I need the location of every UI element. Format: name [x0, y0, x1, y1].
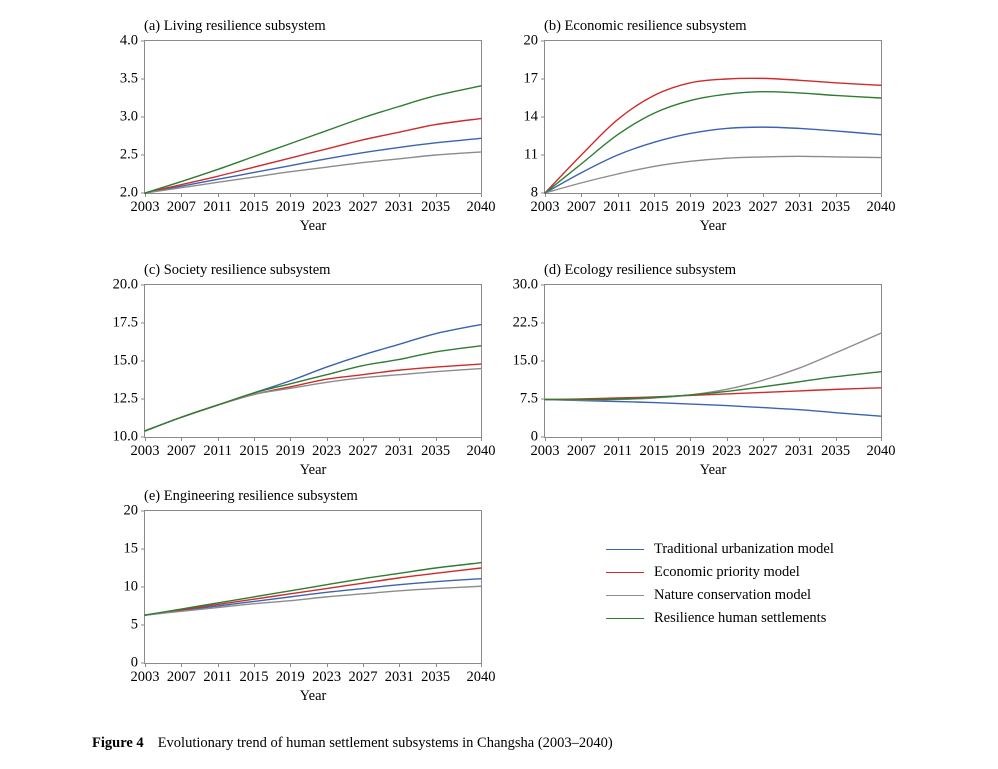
chart-panel-a — [110, 18, 496, 234]
panel-b-xtick-label: 2040 — [866, 199, 896, 215]
panel-a-xtick-label: 2031 — [384, 199, 414, 215]
panel-e-xtick-label: 2031 — [384, 669, 414, 685]
panel-d-xtick-mark — [690, 437, 691, 441]
panel-d-xtick-mark — [881, 437, 882, 441]
panel-d-xaxis-label: Year — [699, 462, 727, 478]
panel-a-xtick-label: 2003 — [130, 199, 160, 215]
panel-a-xtick-mark — [254, 193, 255, 197]
chart-panel-e — [110, 488, 496, 704]
panel-e-title: (e) Engineering resilience subsystem — [144, 488, 358, 504]
panel-c-xaxis-label: Year — [299, 462, 327, 478]
legend-item-label: Economic priority model — [654, 564, 800, 580]
panel-e-xtick-mark — [363, 663, 364, 667]
legend-line-icon — [606, 572, 644, 573]
panel-d-ytick-label: 7.5 — [519, 390, 538, 407]
panel-d-xtick-label: 2035 — [821, 443, 851, 459]
panel-d-xtick-label: 2040 — [866, 443, 896, 459]
panel-e-xtick-mark — [399, 663, 400, 667]
panel-e-line-economic-priority-model — [145, 568, 481, 615]
panel-e-ytick-label: 20 — [123, 502, 138, 519]
panel-b-xtick-label: 2003 — [530, 199, 560, 215]
panel-c-xtick-label: 2019 — [275, 443, 305, 459]
panel-a-xtick-mark — [218, 193, 219, 197]
panel-b-plot-area — [523, 32, 896, 215]
panel-c-xtick-label: 2003 — [130, 443, 160, 459]
panel-a-xtick-mark — [363, 193, 364, 197]
panel-e-xtick-label: 2011 — [203, 669, 232, 685]
panel-b-line-nature-conservation-model — [545, 156, 881, 193]
legend-item[interactable] — [606, 607, 906, 630]
panel-e-xtick-mark — [481, 663, 482, 667]
panel-a-xaxis-label: Year — [299, 218, 327, 234]
panel-d-plot-area — [512, 276, 896, 459]
panel-e-xtick-label: 2023 — [312, 669, 342, 685]
panel-c-ytick-label: 10.0 — [112, 428, 138, 445]
panel-c-xaxis-ticks — [130, 437, 496, 459]
panel-d-xtick-mark — [545, 437, 546, 441]
panel-a-xtick-mark — [481, 193, 482, 197]
legend-item-label: Resilience human settlements — [654, 610, 827, 626]
panel-b-xtick-mark — [618, 193, 619, 197]
panel-b-ytick-label: 8 — [530, 184, 538, 201]
panel-b-xtick-label: 2011 — [603, 199, 632, 215]
panel-e-xtick-label: 2027 — [348, 669, 378, 685]
panel-c-xtick-mark — [363, 437, 364, 441]
panel-c-ytick-label: 12.5 — [112, 390, 138, 407]
panel-b-xtick-mark — [763, 193, 764, 197]
figure-caption-text: Evolutionary trend of human settlement subsystems in Changsha (2003–2040) — [157, 735, 613, 751]
panel-e-xtick-label: 2007 — [166, 669, 196, 685]
legend-item-label: Nature conservation model — [654, 587, 812, 603]
panel-c-title: (c) Society resilience subsystem — [144, 262, 331, 278]
figure-caption — [92, 735, 613, 752]
panel-c-xtick-mark — [218, 437, 219, 441]
panel-c-ytick-label: 17.5 — [112, 314, 138, 331]
panel-c-xtick-mark — [327, 437, 328, 441]
panel-b-xaxis-label: Year — [699, 218, 727, 234]
panel-a-series-layer — [145, 41, 481, 193]
panel-a-xtick-label: 2040 — [466, 199, 496, 215]
panel-c-ytick-label: 20.0 — [112, 276, 138, 293]
chart-panel-d — [510, 262, 896, 478]
legend-item-label: Traditional urbanization model — [654, 541, 834, 557]
panel-c-series-layer — [145, 285, 481, 437]
panel-e-xtick-mark — [181, 663, 182, 667]
panel-c-xtick-label: 2040 — [466, 443, 496, 459]
panel-d-xtick-label: 2003 — [530, 443, 560, 459]
legend-line-icon — [606, 549, 644, 550]
panel-b-line-traditional-urbanization-model — [545, 127, 881, 193]
panel-b-xtick-label: 2027 — [748, 199, 778, 215]
panel-d-xtick-label: 2007 — [566, 443, 596, 459]
panel-a-xtick-mark — [327, 193, 328, 197]
panel-d-ytick-label: 30.0 — [512, 276, 538, 293]
panel-b-xtick-label: 2019 — [675, 199, 705, 215]
panel-c-ytick-label: 15.0 — [112, 352, 138, 369]
panel-e-xtick-label: 2040 — [466, 669, 496, 685]
panel-b-xtick-label: 2015 — [639, 199, 669, 215]
panel-c-xtick-mark — [181, 437, 182, 441]
panel-b-xtick-label: 2007 — [566, 199, 596, 215]
panel-c-xtick-label: 2035 — [421, 443, 451, 459]
panel-b-xtick-label: 2031 — [784, 199, 814, 215]
panel-e-ytick-label: 5 — [130, 616, 138, 633]
panel-d-line-resilience-human-settlements — [545, 372, 881, 400]
panel-e-plot-area — [123, 502, 496, 685]
panel-b-xtick-mark — [581, 193, 582, 197]
panel-b-ytick-label: 20 — [523, 32, 538, 49]
panel-b-series-layer — [545, 41, 881, 193]
panel-e-xtick-mark — [254, 663, 255, 667]
panel-a-xtick-label: 2007 — [166, 199, 196, 215]
panel-c-xtick-label: 2031 — [384, 443, 414, 459]
panel-b-xtick-mark — [690, 193, 691, 197]
panel-e-xtick-label: 2019 — [275, 669, 305, 685]
panel-e-ytick-label: 10 — [123, 578, 138, 595]
panel-d-xtick-mark — [581, 437, 582, 441]
panel-a-plot-area — [119, 32, 496, 215]
panel-d-xtick-label: 2015 — [639, 443, 669, 459]
panel-c-xtick-mark — [481, 437, 482, 441]
panel-d-line-economic-priority-model — [545, 388, 881, 400]
panel-e-xaxis-ticks — [130, 663, 496, 685]
panel-a-xtick-label: 2023 — [312, 199, 342, 215]
panel-b-ytick-label: 17 — [523, 70, 538, 87]
panel-d-xtick-mark — [836, 437, 837, 441]
panel-c-line-resilience-human-settlements — [145, 346, 481, 431]
panel-b-xtick-mark — [727, 193, 728, 197]
panel-a-xtick-label: 2035 — [421, 199, 451, 215]
panel-d-xtick-mark — [654, 437, 655, 441]
panel-c-xtick-label: 2015 — [239, 443, 269, 459]
panel-c-xtick-mark — [290, 437, 291, 441]
chart-panel-b — [510, 18, 896, 234]
panel-d-xaxis-ticks — [530, 437, 896, 459]
panel-d-line-traditional-urbanization-model — [545, 400, 881, 417]
panel-d-ytick-label: 15.0 — [512, 352, 538, 369]
panel-e-series-layer — [145, 511, 481, 663]
panel-b-title: (b) Economic resilience subsystem — [544, 18, 747, 34]
panel-b-ytick-label: 11 — [524, 146, 538, 163]
panel-d-xtick-mark — [727, 437, 728, 441]
panel-b-xtick-mark — [836, 193, 837, 197]
panel-b-xtick-mark — [881, 193, 882, 197]
panel-d-ytick-label: 0 — [530, 428, 538, 445]
legend-line-icon — [606, 618, 644, 619]
panel-c-line-economic-priority-model — [145, 364, 481, 431]
legend-item[interactable] — [606, 584, 906, 607]
panel-e-ytick-label: 15 — [123, 540, 138, 557]
chart-panel-c — [110, 262, 496, 478]
panel-d-xtick-mark — [763, 437, 764, 441]
panel-a-ytick-label: 2.5 — [119, 146, 138, 163]
panel-b-xtick-mark — [654, 193, 655, 197]
panel-c-xtick-label: 2007 — [166, 443, 196, 459]
panel-c-xtick-mark — [145, 437, 146, 441]
panel-a-xtick-label: 2015 — [239, 199, 269, 215]
panel-c-plot-area — [112, 276, 496, 459]
panel-e-xtick-mark — [145, 663, 146, 667]
legend-item[interactable] — [606, 561, 906, 584]
panel-a-ytick-label: 2.0 — [119, 184, 138, 201]
panel-e-xtick-mark — [290, 663, 291, 667]
panel-a-xtick-mark — [290, 193, 291, 197]
panel-a-xtick-mark — [436, 193, 437, 197]
panel-a-ytick-label: 3.5 — [119, 70, 138, 87]
panel-d-series-layer — [545, 285, 881, 437]
panel-e-xtick-mark — [436, 663, 437, 667]
panel-b-xaxis-ticks — [530, 193, 896, 215]
panel-d-xtick-label: 2011 — [603, 443, 632, 459]
panel-a-xaxis-ticks — [130, 193, 496, 215]
panel-c-xtick-label: 2011 — [203, 443, 232, 459]
panel-c-xtick-mark — [399, 437, 400, 441]
panel-e-xtick-label: 2015 — [239, 669, 269, 685]
panel-a-xtick-mark — [181, 193, 182, 197]
panel-e-ytick-label: 0 — [130, 654, 138, 671]
panel-c-xtick-mark — [254, 437, 255, 441]
panel-d-xtick-label: 2019 — [675, 443, 705, 459]
panel-e-xtick-label: 2003 — [130, 669, 160, 685]
panel-d-xtick-label: 2027 — [748, 443, 778, 459]
panel-e-xaxis-label: Year — [299, 688, 327, 704]
panel-b-xtick-label: 2035 — [821, 199, 851, 215]
panel-d-title: (d) Ecology resilience subsystem — [544, 262, 737, 278]
panel-a-xtick-label: 2011 — [203, 199, 232, 215]
panel-e-xtick-label: 2035 — [421, 669, 451, 685]
panel-c-xtick-label: 2027 — [348, 443, 378, 459]
panel-a-ytick-label: 4.0 — [119, 32, 138, 49]
panel-d-xtick-label: 2023 — [712, 443, 742, 459]
panel-b-ytick-label: 14 — [523, 108, 538, 125]
panel-a-line-resilience-human-settlements — [145, 86, 481, 193]
panel-a-xtick-label: 2019 — [275, 199, 305, 215]
panel-a-xtick-label: 2027 — [348, 199, 378, 215]
panel-a-title: (a) Living resilience subsystem — [144, 18, 326, 34]
panel-b-xtick-mark — [799, 193, 800, 197]
panel-e-xtick-mark — [327, 663, 328, 667]
panel-c-xtick-label: 2023 — [312, 443, 342, 459]
legend-item[interactable] — [606, 538, 906, 561]
panel-d-xtick-mark — [799, 437, 800, 441]
chart-legend — [606, 538, 906, 630]
panel-d-xtick-label: 2031 — [784, 443, 814, 459]
panel-d-ytick-label: 22.5 — [512, 314, 538, 331]
panel-d-xtick-mark — [618, 437, 619, 441]
panel-a-ytick-label: 3.0 — [119, 108, 138, 125]
panel-c-xtick-mark — [436, 437, 437, 441]
figure-caption-label: Figure 4 — [92, 735, 144, 751]
panel-a-line-traditional-urbanization-model — [145, 138, 481, 193]
legend-line-icon — [606, 595, 644, 596]
panel-e-xtick-mark — [218, 663, 219, 667]
panel-a-xtick-mark — [399, 193, 400, 197]
panel-b-line-resilience-human-settlements — [545, 92, 881, 193]
panel-a-line-nature-conservation-model — [145, 152, 481, 193]
panel-b-xtick-label: 2023 — [712, 199, 742, 215]
